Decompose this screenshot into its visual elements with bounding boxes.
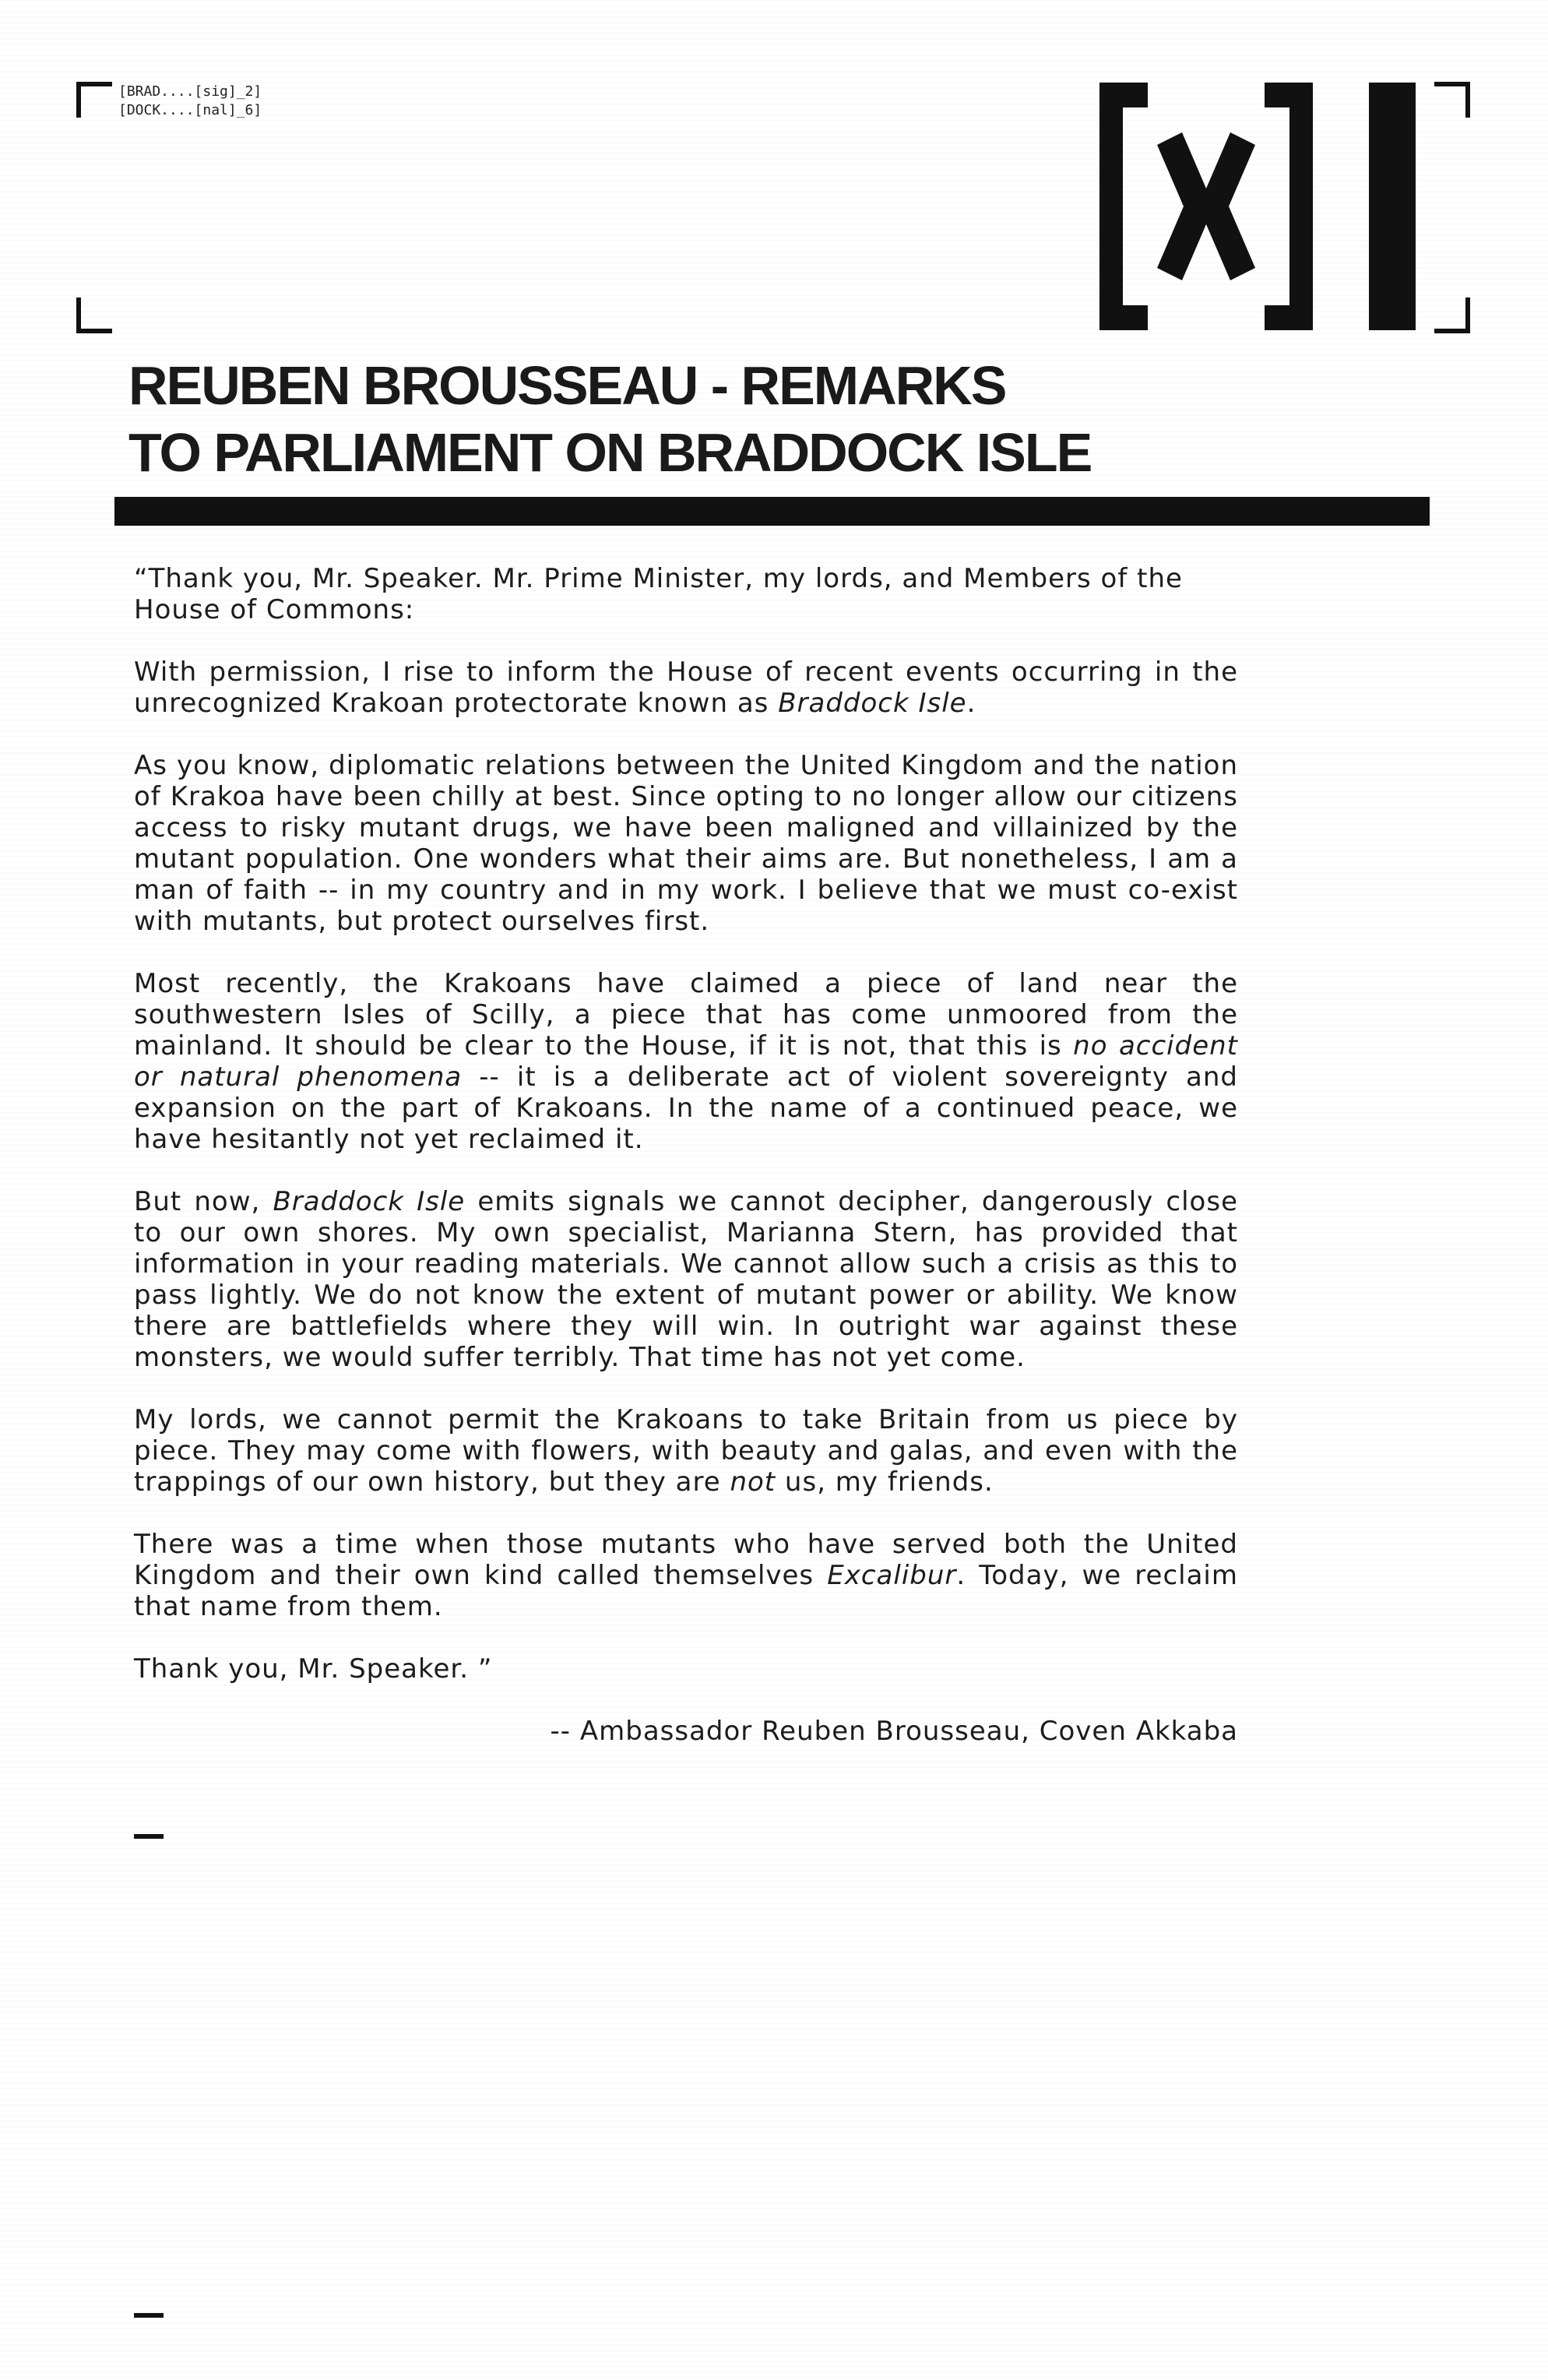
page-dash-mark-lower xyxy=(134,2313,164,2318)
corner-bracket-bottom-right xyxy=(1434,298,1470,333)
corner-bracket-top-left xyxy=(76,82,112,118)
corner-bracket-bottom-left xyxy=(76,298,112,333)
x-brackets-logo-icon xyxy=(1099,83,1416,330)
document-code-label xyxy=(118,83,262,120)
paragraph-7-text-b: . Today, we reclaim that name from them. xyxy=(134,1560,1238,1622)
code-line-1: [BRAD....[sig]_2] xyxy=(118,83,262,100)
paragraph-2-text-a: With permission, I rise to inform the House of recent events occurring in the unrecognized Krakoan protectorate known as xyxy=(134,657,1238,719)
paragraph-7 xyxy=(134,1529,1238,1622)
paragraph-6-emphasis: not xyxy=(730,1466,776,1498)
paragraph-4-text-a: Most recently, the Krakoans have claimed a piece of land near the southwestern Isles of Scilly, a piece that has come unmoored from the mainland. It should be clear to the House, if it is not, that this is xyxy=(134,968,1238,1061)
paragraph-6 xyxy=(134,1404,1238,1498)
paragraph-2-text-b: . xyxy=(966,688,976,719)
paragraph-8: Thank you, Mr. Speaker. ” xyxy=(134,1653,493,1685)
title-line-1: REUBEN BROUSSEAU - REMARKS xyxy=(128,355,1006,416)
title-divider-bar xyxy=(114,497,1430,526)
paragraph-4-text-b: -- it is a deliberate act of violent sovereignty and expansion on the part of Krakoans. In the name of a continued peace, we have hesitantly not yet reclaimed it. xyxy=(134,1061,1238,1155)
title-line-2: TO PARLIAMENT ON BRADDOCK ISLE xyxy=(128,422,1092,483)
page-dash-mark-upper xyxy=(134,1834,164,1839)
paragraph-4-emphasis: no accident or natural phenomena xyxy=(134,1030,1238,1093)
paragraph-2 xyxy=(134,657,1238,719)
signature: -- Ambassador Reuben Brousseau, Coven Akkaba xyxy=(550,1716,1238,1747)
paragraph-7-text-a: There was a time when those mutants who have served both the United Kingdom and their own kind called themselves xyxy=(134,1529,1238,1591)
paragraph-5 xyxy=(134,1186,1238,1373)
paragraph-6-text-a: My lords, we cannot permit the Krakoans to take Britain from us piece by piece. They may come with flowers, with beauty and galas, and even with the trappings of our own history, but they are xyxy=(134,1404,1238,1498)
corner-bracket-top-right xyxy=(1434,82,1470,118)
speech-body xyxy=(134,563,1238,1778)
paragraph-4 xyxy=(134,968,1238,1155)
paragraph-5-text-b: emits signals we cannot decipher, dangerously close to our own shores. My own specialist, Marianna Stern, has provided that information in your reading materials. We cannot allow such a crisis as this to pass lightly. We do not know the extent of mutant power or ability. We know there are battlefields where they will win. In outright war against these monsters, we would suffer terribly. That time has not yet come. xyxy=(134,1186,1238,1373)
code-line-2: [DOCK....[nal]_6] xyxy=(118,102,262,118)
paragraph-5-text-a: But now, xyxy=(134,1186,273,1217)
paragraph-5-emphasis: Braddock Isle xyxy=(273,1186,466,1217)
page-title xyxy=(128,352,1452,486)
paragraph-7-emphasis: Excalibur xyxy=(827,1560,957,1591)
paragraph-3: As you know, diplomatic relations between the United Kingdom and the nation of Krakoa have been chilly at best. Since opting to no longer allow our citizens access to risky mutant drugs, we have been maligned and villainized by the mutant population. One wonders what their aims are. But nonetheless, I am a man of faith -- in my country and in my work. I believe that we must co-exist with mutants, but protect ourselves first. xyxy=(134,750,1238,937)
paragraph-2-emphasis: Braddock Isle xyxy=(778,688,967,719)
paragraph-1: “Thank you, Mr. Speaker. Mr. Prime Minister, my lords, and Members of the House of Commons: xyxy=(134,563,1183,625)
paragraph-6-text-b: us, my friends. xyxy=(776,1466,994,1498)
